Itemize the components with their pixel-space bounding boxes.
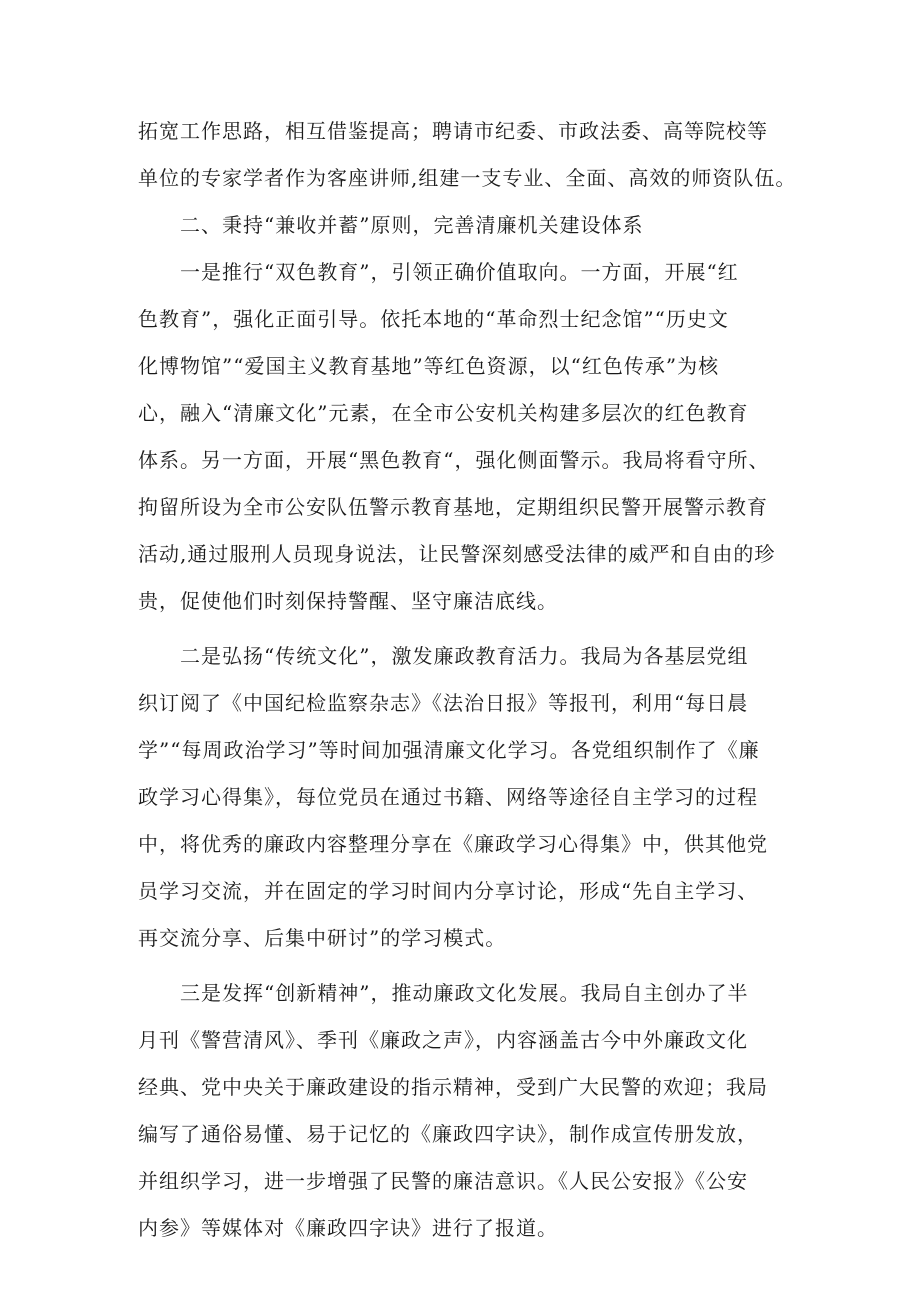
paragraph-2 (138, 249, 788, 625)
text-line: 三是发挥“创新精神”，推动廉政文化发展。我局自主创办了半 (138, 981, 749, 1005)
text-line: 经典、党中央关于廉政建设的指示精神，受到广大民警的欢迎；我局 (138, 1075, 768, 1099)
text-line: 贵，促使他们时刻保持警醒、坚守廉洁底线。 (138, 589, 558, 613)
paragraph-spacer (138, 962, 788, 970)
text-line: 色教育”，强化正面引导。依托本地的“革命烈士纪念馆”“历史文 (138, 307, 729, 331)
text-line: 织订阅了《中国纪检监察杂志》《法治日报》等报刊，利用“每日晨 (138, 691, 749, 715)
text-line: 再交流分享、后集中研讨”的学习模式。 (138, 926, 507, 950)
paragraph-4 (138, 970, 788, 1252)
text-line: 并组织学习，进一步增强了民警的廉洁意识。《人民公安报》《公安 (138, 1169, 748, 1193)
text-line: 中，将优秀的廉政内容整理分享在《廉政学习心得集》中，供其他党 (138, 832, 768, 856)
text-line: 内参》等媒体对《廉政四字诀》进行了报道。 (138, 1216, 558, 1240)
section-heading (138, 202, 788, 249)
text-line: 政学习心得集》，每位党员在通过书籍、网络等途径自主学习的过程 (138, 785, 758, 809)
text-line: 学”“每周政治学习”等时间加强清廉文化学习。各党组织制作了《廉 (138, 738, 760, 762)
text-line: 化博物馆”“爱国主义教育基地”等红色资源，以“红色传承”为核 (138, 354, 720, 378)
text-line: 月刊《警营清风》、季刊《廉政之声》，内容涵盖古今中外廉政文化 (138, 1028, 748, 1052)
text-line: 拘留所设为全市公安队伍警示教育基地，定期组织民警开展警示教育 (138, 495, 768, 519)
section-heading-text: 二、秉持“兼收并蓄”原则，完善清廉机关建设体系 (138, 213, 644, 237)
document-body (138, 108, 797, 1252)
text-line: 一是推行“双色教育”，引领正确价值取向。一方面，开展“红 (138, 260, 739, 284)
text-line: 二是弘扬“传统文化”，激发廉政教育活力。我局为各基层党组 (138, 644, 749, 668)
text-line: 心，融入“清廉文化”元素，在全市公安机关构建多层次的红色教育 (138, 401, 749, 425)
paragraph-3 (138, 633, 788, 962)
paragraph-spacer (138, 625, 788, 633)
text-line: 体系。另一方面，开展“黑色教育“，强化侧面警示。我局将看守所、 (138, 448, 770, 472)
text-line: 单位的专家学者作为客座讲师,组建一支专业、全面、高效的师资队伍。 (138, 166, 797, 190)
text-line: 员学习交流，并在固定的学习时间内分享讨论，形成“先自主学习、 (138, 879, 759, 903)
text-line: 编写了通俗易懂、易于记忆的《廉政四字诀》，制作成宣传册发放， (138, 1122, 758, 1146)
paragraph-1 (138, 108, 797, 202)
text-line: 活动,通过服刑人员现身说法，让民警深刻感受法律的威严和自由的珍 (138, 542, 776, 566)
text-line: 拓宽工作思路，相互借鉴提高；聘请市纪委、市政法委、高等院校等 (138, 119, 768, 143)
